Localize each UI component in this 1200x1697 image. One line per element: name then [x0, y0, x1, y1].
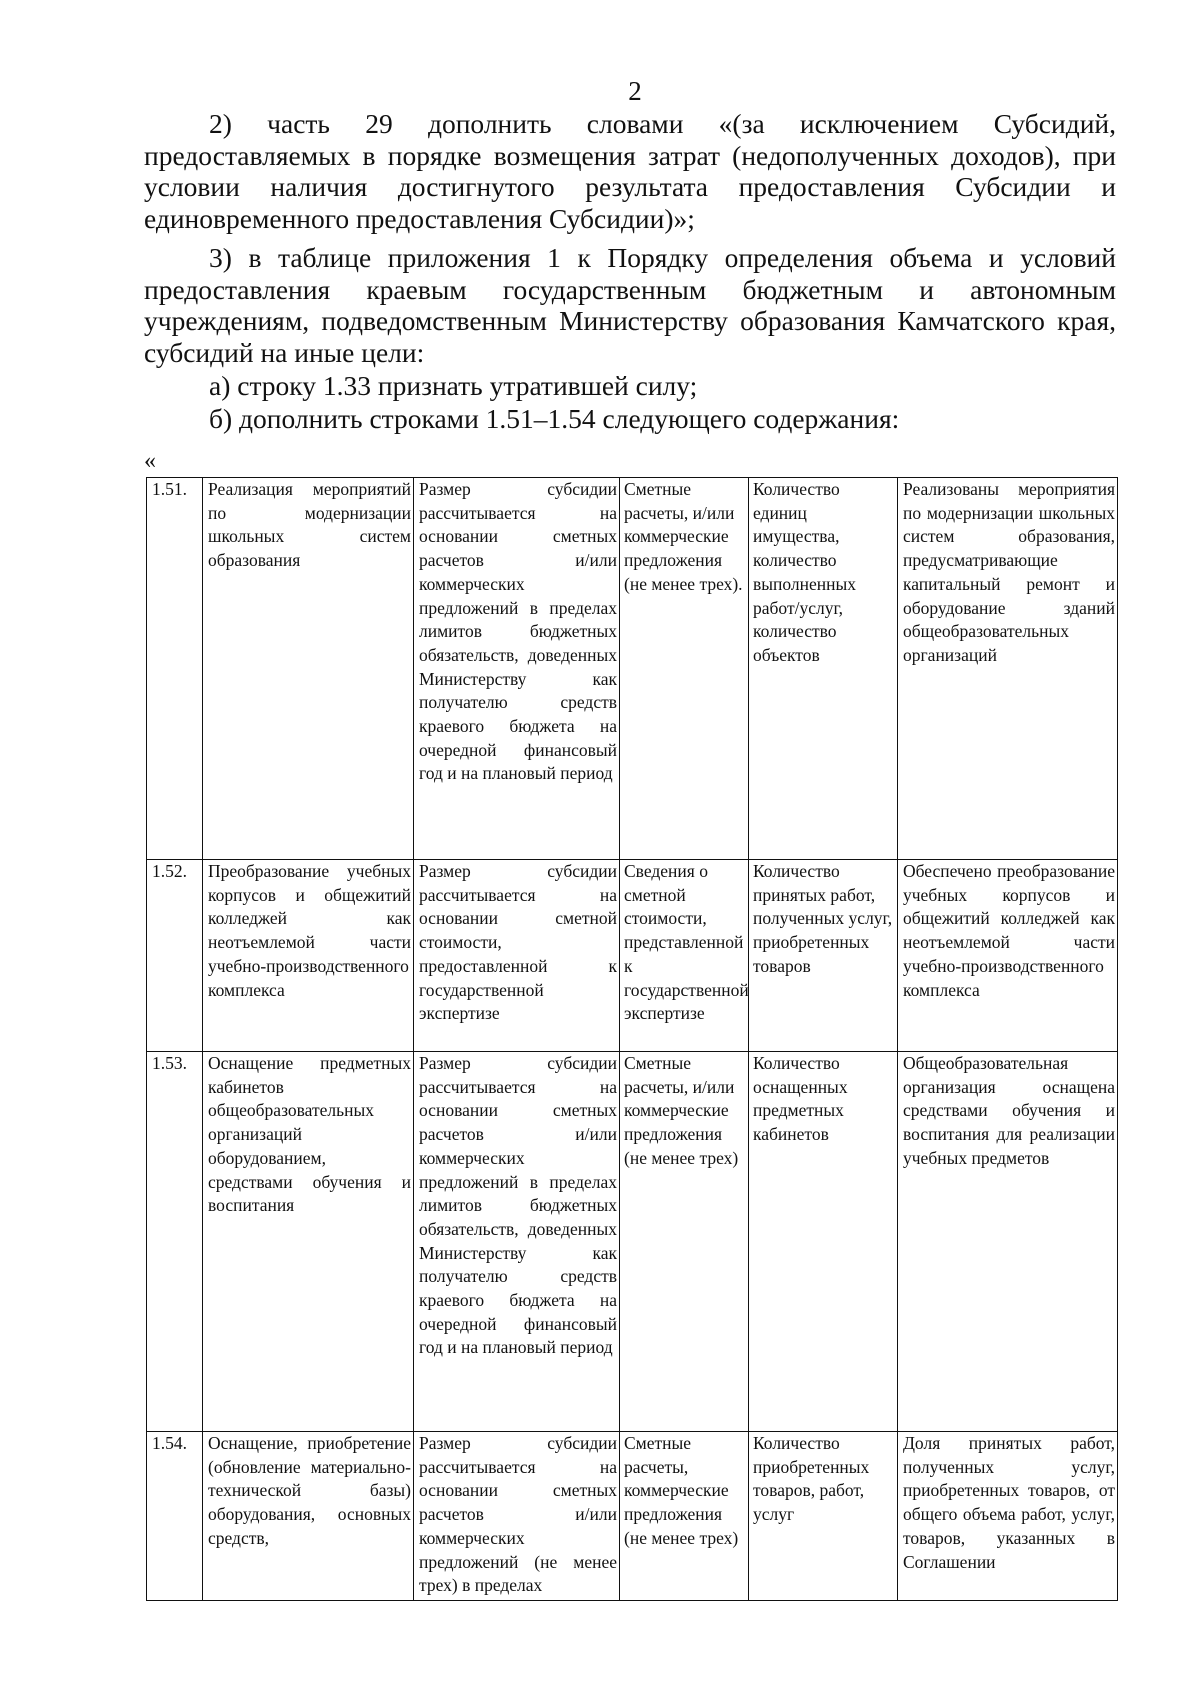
row-number-cell: 1.51.: [147, 478, 203, 860]
result-indicator-cell: Количество оснащенных предметных кабинетов: [749, 1052, 898, 1432]
table-row: [147, 478, 1118, 860]
paragraph-row-1-33: а) строку 1.33 признать утратившей силу;: [209, 370, 698, 401]
opening-quote: «: [144, 448, 156, 474]
paragraph-table-amendment: 3) в таблице приложения 1 к Порядку определения объема и условий предоставления краевым государственным бюджетным и автономным учреждениям, подведомственным Министерству образования Камчатского края, субсидий на иные цели:: [144, 242, 1116, 368]
measure-name-cell: Оснащение, приобретение (обновление материально-технической базы) оборудования, основных средств,: [203, 1432, 414, 1601]
row-number-cell: 1.52.: [147, 860, 203, 1052]
subsidy-table: [146, 477, 1118, 1601]
table-row: [147, 860, 1118, 1052]
measure-name-cell: Оснащение предметных кабинетов общеобразовательных организаций оборудованием, средствами обучения и воспитания: [203, 1052, 414, 1432]
required-documents-cell: Сметные расчеты, коммерческие предложения (не менее трех): [620, 1432, 749, 1601]
table-row: [147, 1432, 1118, 1601]
row-number-cell: 1.54.: [147, 1432, 203, 1601]
subsidy-size-method-cell: Размер субсидии рассчитывается на основании сметных расчетов и/или коммерческих предложений в пределах лимитов бюджетных обязательств, доведенных Министерству как получателю средств краевого бюджета на очередной финансовый год и на плановый период: [414, 478, 620, 860]
required-documents-cell: Сметные расчеты, и/или коммерческие предложения (не менее трех): [620, 1052, 749, 1432]
expected-result-cell: Обеспечено преобразование учебных корпусов и общежитий колледжей как неотъемлемой части учебно-производственного комплекса: [898, 860, 1118, 1052]
expected-result-cell: Доля принятых работ, полученных услуг, приобретенных товаров, от общего объема работ, услуг, товаров, указанных в Соглашении: [898, 1432, 1118, 1601]
required-documents-cell: Сведения о сметной стоимости, представленной к государственной экспертизе: [620, 860, 749, 1052]
subsidy-table-body: [147, 478, 1118, 1601]
expected-result-cell: Реализованы мероприятия по модернизации школьных систем образования, предусматривающие капитальный ремонт и оборудование зданий общеобразовательных организаций: [898, 478, 1118, 860]
page-number: 2: [628, 76, 642, 106]
result-indicator-cell: Количество приобретенных товаров, работ, услуг: [749, 1432, 898, 1601]
subsidy-size-method-cell: Размер субсидии рассчитывается на основании сметных расчетов и/или коммерческих предложений в пределах лимитов бюджетных обязательств, доведенных Министерству как получателю средств краевого бюджета на очередной финансовый год и на плановый период: [414, 1052, 620, 1432]
measure-name-cell: Преобразование учебных корпусов и общежитий колледжей как неотъемлемой части учебно-производственного комплекса: [203, 860, 414, 1052]
paragraph-add-rows: б) дополнить строками 1.51–1.54 следующего содержания:: [209, 403, 900, 434]
subsidy-size-method-cell: Размер субсидии рассчитывается на основании сметных расчетов и/или коммерческих предложений (не менее трех) в пределах: [414, 1432, 620, 1601]
result-indicator-cell: Количество принятых работ, полученных услуг, приобретенных товаров: [749, 860, 898, 1052]
measure-name-cell: Реализация мероприятий по модернизации школьных систем образования: [203, 478, 414, 860]
subsidy-size-method-cell: Размер субсидии рассчитывается на основании сметной стоимости, предоставленной к государственной экспертизе: [414, 860, 620, 1052]
result-indicator-cell: Количество единиц имущества, количество выполненных работ/услуг, количество объектов: [749, 478, 898, 860]
table-row: [147, 1052, 1118, 1432]
row-number-cell: 1.53.: [147, 1052, 203, 1432]
paragraph-part-29: 2) часть 29 дополнить словами «(за исключением Субсидий, предоставляемых в порядке возмещения затрат (недополученных доходов), при условии наличия достигнутого результата предоставления Субсидии и единовременного предоставления Субсидии)»;: [144, 108, 1116, 234]
expected-result-cell: Общеобразовательная организация оснащена средствами обучения и воспитания для реализации учебных предметов: [898, 1052, 1118, 1432]
required-documents-cell: Сметные расчеты, и/или коммерческие предложения (не менее трех).: [620, 478, 749, 860]
